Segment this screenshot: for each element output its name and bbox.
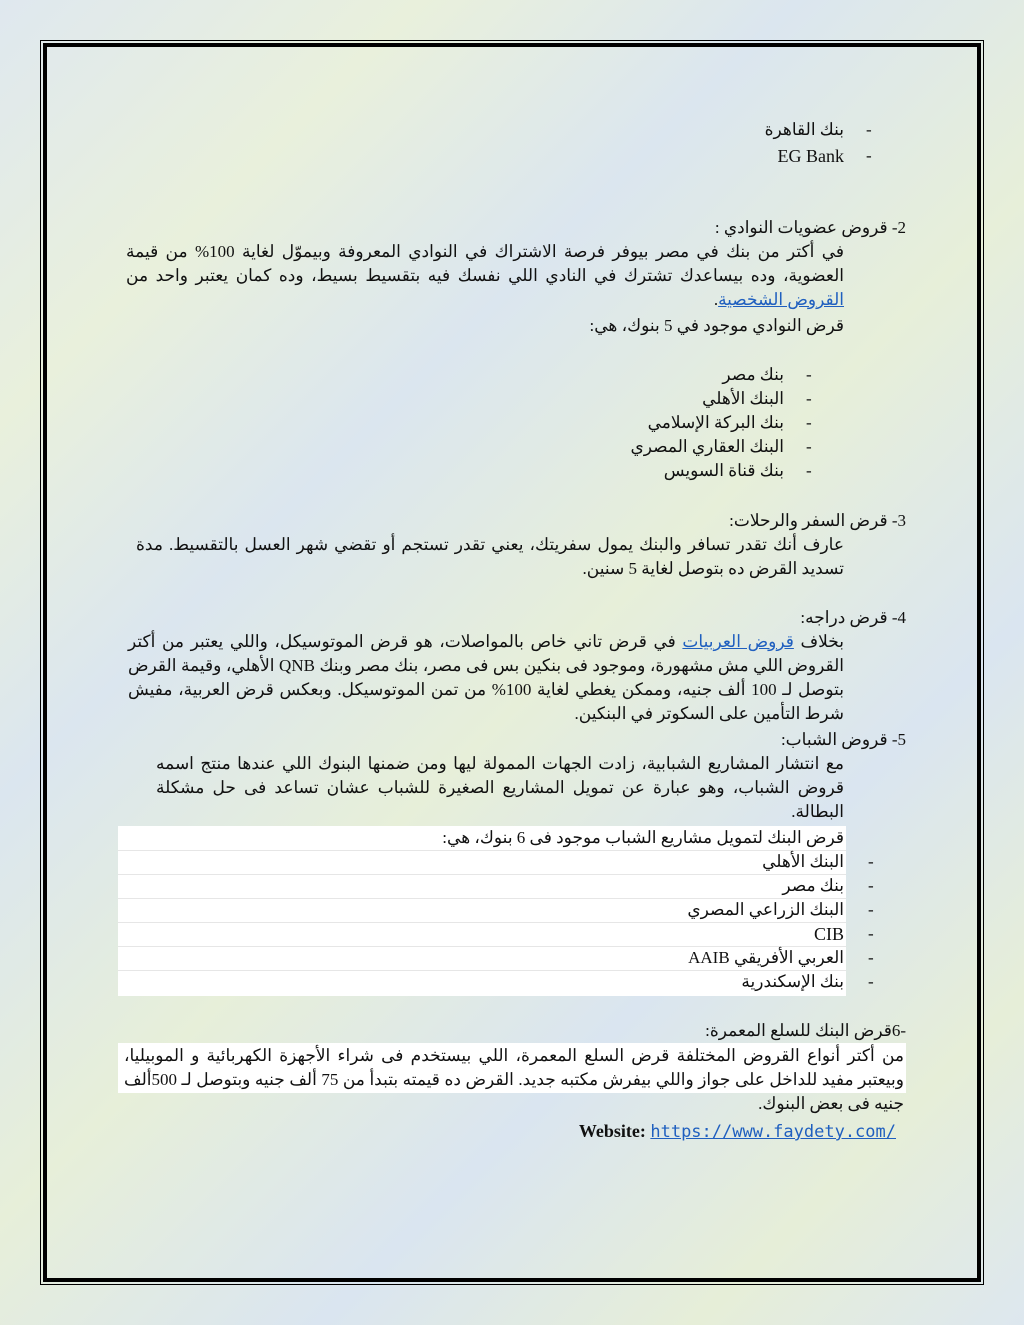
list-item: بنك الإسكندرية: [741, 972, 844, 991]
bullet-dash: -: [868, 972, 874, 991]
list-item: العربي الأفريقي AAIB: [688, 948, 844, 967]
section-paragraph-clubs: في أكتر من بنك في مصر بيوفر فرصة الاشتراك في النوادي المعروفة وبيموّل لغاية 100% من قيمة العضوية، وده بيساعدك تشترك في النادي اللي نفسك فيه بتقسيط بسيط، وده كمان يعتبر واحد من القروض الشخصية.: [126, 242, 844, 309]
section-paragraph-bike: بخلاف قروض العربيات في قرض تاني خاص بالمواصلات، هو قرض الموتوسيكل، واللي يعتبر من أكتر القروض اللي مش مشهورة، وموجود فى بنكين بس فى مصر، بنك مصر وبنك QNB الأهلي، وقيمة القرض بتوصل لـ 100 ألف جنيه، وممكن يغطي لغاية 100% من تمن الموتوسيكل. وبعكس قرض العربية، مفيش شرط التأمين على السكوتر في البنكين.: [128, 632, 845, 723]
bullet-dash: -: [866, 146, 872, 165]
website-link[interactable]: https://www.faydety.com/: [650, 1122, 896, 1142]
list-item: بنك مصر: [782, 876, 844, 895]
car-loans-link[interactable]: قروض العربيات: [682, 632, 794, 651]
section-title-durables: -6قرض البنك للسلع المعمرة:: [705, 1021, 906, 1040]
bullet-dash: -: [868, 924, 874, 943]
list-item: البنك الأهلي: [702, 389, 784, 408]
bullet-dash: -: [806, 389, 812, 408]
clubs-banks-intro: قرض النوادي موجود في 5 بنوك، هي:: [589, 316, 844, 335]
section-title-youth: 5- قروض الشباب:: [780, 730, 906, 749]
list-item: بنك البركة الإسلامي: [647, 413, 784, 432]
website-label: Website:: [578, 1121, 646, 1141]
website-line: [579, 1119, 896, 1144]
list-item: EG Bank: [777, 146, 844, 166]
section-title-travel: 3- قرض السفر والرحلات:: [729, 511, 906, 530]
list-item: البنك الزراعي المصري: [687, 900, 844, 919]
bullet-dash: -: [868, 948, 874, 967]
row-divider: [118, 874, 846, 875]
section-paragraph-youth: مع انتشار المشاريع الشبابية، زادت الجهات الممولة ليها ومن ضمنها البنوك اللي عندها منتج اسمه قروض الشباب، وهو عبارة عن تمويل المشاريع الصغيرة للشباب عشان تساعد فى حل مشكلة البطالة.: [156, 754, 844, 821]
section-paragraph-durables: من أكتر أنواع القروض المختلفة قرض السلع المعمرة، اللي بيستخدم فى شراء الأجهزة الكهربائية و الموبيليا، وبيعتبر مفيد للداخل على جواز واللي بيفرش مكتبه جديد. القرض ده قيمته بتبدأ من 75 ألف جنيه وبتوصل لـ 500ألف جنيه فى بعض البنوك.: [124, 1046, 904, 1113]
bullet-dash: -: [868, 876, 874, 895]
youth-banks-intro: قرض البنك لتمويل مشاريع الشباب موجود فى 6 بنوك، هي:: [442, 828, 844, 847]
bullet-dash: -: [806, 413, 812, 432]
list-item: بنك مصر: [722, 365, 784, 384]
list-item: CIB: [813, 924, 844, 944]
list-item: البنك الأهلي: [762, 852, 844, 871]
section-title-bike: 4- قرض دراجه:: [800, 608, 906, 627]
row-divider: [118, 970, 846, 971]
bullet-dash: -: [806, 365, 812, 384]
personal-loans-link[interactable]: القروض الشخصية: [718, 290, 844, 309]
row-divider: [118, 850, 846, 851]
list-item: البنك العقاري المصري: [630, 437, 784, 456]
bullet-dash: -: [868, 900, 874, 919]
section-paragraph-travel: عارف أنك تقدر تسافر والبنك يمول سفريتك، يعني تقدر تستجم أو تقضي شهر العسل بالتقسيط. مدة تسديد القرض ده بتوصل لغاية 5 سنين.: [136, 535, 844, 578]
bullet-dash: -: [868, 852, 874, 871]
bullet-dash: -: [866, 120, 872, 139]
bullet-dash: -: [806, 437, 812, 456]
row-divider: [118, 922, 846, 923]
list-item: بنك القاهرة: [764, 120, 844, 139]
section-title-clubs: 2- قروض عضويات النوادي :: [714, 218, 906, 237]
list-item: بنك قناة السويس: [663, 461, 784, 480]
bullet-dash: -: [806, 461, 812, 480]
